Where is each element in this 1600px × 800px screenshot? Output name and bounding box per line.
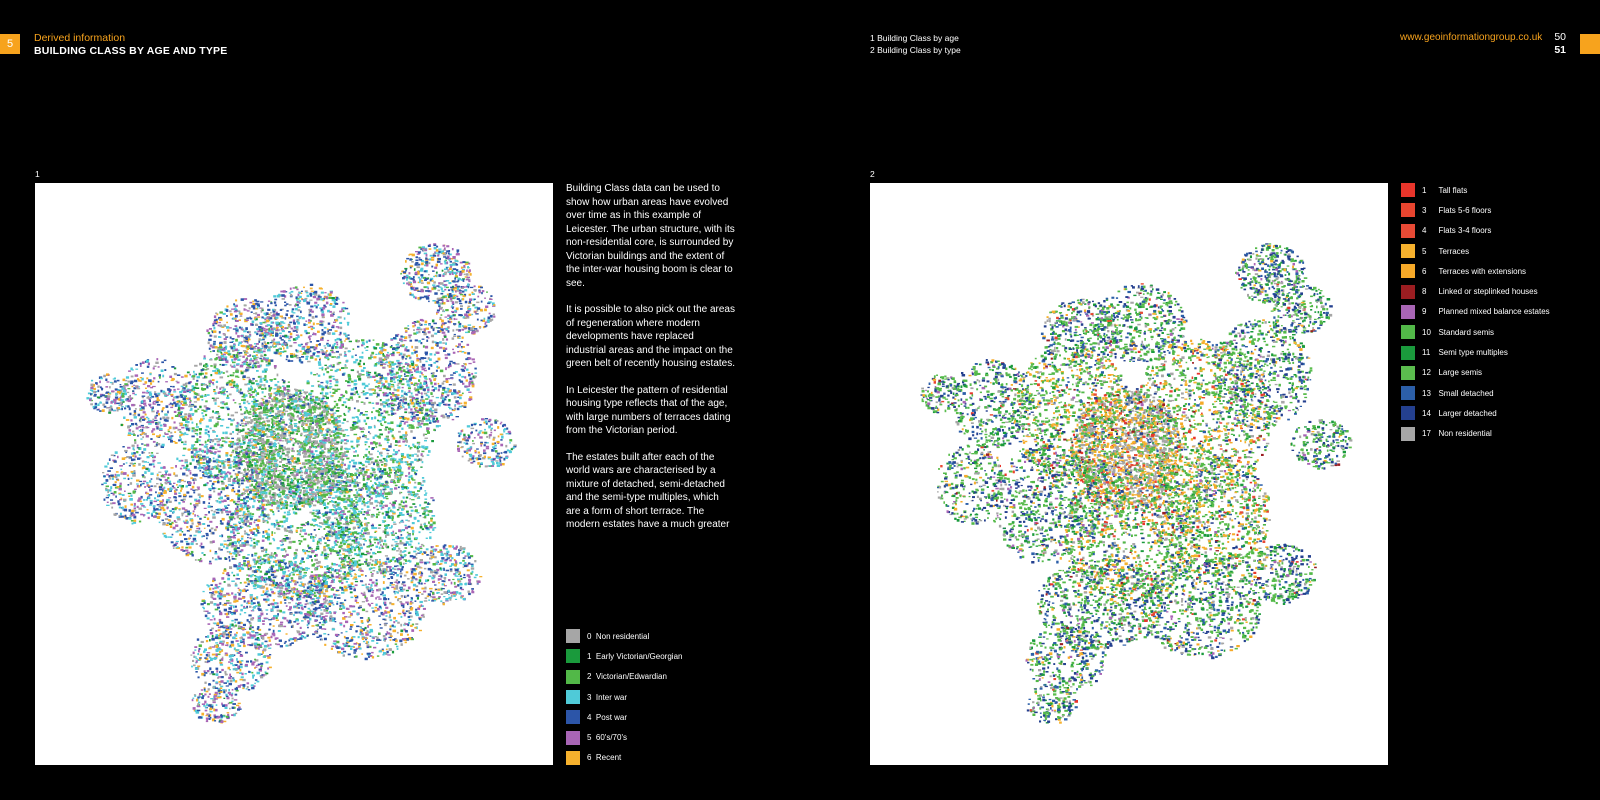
- legend-label: Non residential: [596, 632, 649, 641]
- map-cluster: [953, 359, 1032, 448]
- legend-item: [1401, 403, 1550, 423]
- page-number-left: 50: [1552, 31, 1566, 44]
- type-map-canvas: [870, 183, 1388, 765]
- body-paragraph: The estates built after each of the world wars are characterised by a mixture of detached, semi-detached and the semi-type multiples, which are a form of short terrace. The modern estates have a much greater: [566, 451, 736, 532]
- legend-item: [1401, 221, 1550, 241]
- page-number-right: 51: [1552, 44, 1566, 57]
- legend-swatch: [1401, 183, 1415, 197]
- caption-2: 2 Building Class by type: [870, 44, 961, 56]
- legend-code: 13: [1422, 389, 1434, 398]
- body-text: [566, 182, 736, 545]
- map-cluster: [1246, 544, 1317, 605]
- legend-code: 6: [587, 753, 591, 762]
- legend-swatch: [1401, 264, 1415, 278]
- legend-code: 3: [1422, 206, 1434, 215]
- legend-label: Larger detached: [1438, 409, 1496, 418]
- legend-item: [1401, 342, 1550, 362]
- legend-label: Flats 3-4 floors: [1438, 226, 1491, 235]
- legend-label: Small detached: [1438, 389, 1493, 398]
- legend-item: [566, 727, 682, 747]
- legend-label: Linked or steplinked houses: [1438, 287, 1537, 296]
- legend-swatch: [1401, 386, 1415, 400]
- type-map: [870, 183, 1388, 765]
- map-cluster: [457, 418, 517, 468]
- map-cluster: [192, 684, 242, 724]
- map-cluster: [1290, 419, 1352, 469]
- legend-swatch: [566, 629, 580, 643]
- legend-label: Victorian/Edwardian: [596, 672, 667, 681]
- map-cluster: [260, 284, 349, 364]
- legend-code: 5: [1422, 247, 1434, 256]
- legend-label: Standard semis: [1438, 328, 1494, 337]
- legend-swatch: [1401, 244, 1415, 258]
- body-paragraph: Building Class data can be used to show how urban areas have evolved over time as in this example of Leicester. The urban structure, with its non-residential core, is surrounded by Victorian buildings and the extent of the inter-war housing boom is clear to see.: [566, 182, 736, 290]
- legend-label: Recent: [596, 753, 621, 762]
- legend-item: [566, 687, 682, 707]
- legend-swatch: [1401, 203, 1415, 217]
- map-cluster: [1235, 243, 1307, 304]
- legend-swatch: [566, 670, 580, 684]
- legend-item: [1401, 261, 1550, 281]
- map-cluster: [411, 544, 483, 605]
- legend-label: Inter war: [596, 693, 627, 702]
- page-tab-right: [1580, 34, 1600, 54]
- legend-item: [1401, 241, 1550, 261]
- legend-label: 60's/70's: [596, 733, 627, 742]
- legend-item: [566, 707, 682, 727]
- figure-number-2: 2: [870, 168, 875, 180]
- legend-swatch: [1401, 346, 1415, 360]
- legend-label: Planned mixed balance estates: [1438, 307, 1549, 316]
- map-cluster: [1027, 684, 1078, 724]
- map-cluster: [1026, 623, 1107, 695]
- legend-code: 1: [587, 652, 591, 661]
- map-cluster: [400, 243, 471, 304]
- figure-number-1: 1: [35, 168, 40, 180]
- type-legend: [1401, 180, 1550, 444]
- legend-label: Terraces: [1438, 247, 1469, 256]
- page-tab-number: 5: [7, 38, 13, 50]
- map-cluster: [1141, 559, 1262, 660]
- legend-code: 4: [1422, 226, 1434, 235]
- legend-code: 10: [1422, 328, 1434, 337]
- legend-code: 5: [587, 733, 591, 742]
- legend-label: Early Victorian/Georgian: [596, 652, 683, 661]
- legend-swatch: [1401, 224, 1415, 238]
- body-paragraph: It is possible to also pick out the areas of regeneration where modern developments have replaced industrial areas and the impact on the green belt of recently housing estates.: [566, 303, 736, 371]
- legend-label: Semi type multiples: [1438, 348, 1507, 357]
- legend-code: 2: [587, 672, 591, 681]
- body-paragraph: In Leicester the pattern of residential housing type reflects that of the age, with large numbers of terraces dating from the Victorian period.: [566, 384, 736, 438]
- legend-swatch: [1401, 366, 1415, 380]
- legend-swatch: [1401, 305, 1415, 319]
- legend-item: [1401, 424, 1550, 444]
- legend-swatch: [566, 690, 580, 704]
- legend-item: [1401, 363, 1550, 383]
- legend-code: 0: [587, 632, 591, 641]
- legend-item: [1401, 383, 1550, 403]
- legend-swatch: [1401, 427, 1415, 441]
- legend-code: 17: [1422, 429, 1434, 438]
- legend-code: 14: [1422, 409, 1434, 418]
- legend-label: Tall flats: [1438, 186, 1467, 195]
- legend-item: [1401, 200, 1550, 220]
- legend-code: 6: [1422, 267, 1434, 276]
- figure-captions: [870, 32, 961, 56]
- map-cluster: [1041, 299, 1123, 369]
- legend-item: [566, 667, 682, 687]
- legend-item: [1401, 180, 1550, 200]
- legend-code: 11: [1422, 348, 1434, 357]
- legend-swatch: [566, 751, 580, 765]
- legend-label: Non residential: [1438, 429, 1491, 438]
- legend-item: [566, 626, 682, 646]
- legend-label: Post war: [596, 713, 627, 722]
- caption-1: 1 Building Class by age: [870, 32, 961, 44]
- legend-code: 3: [587, 693, 591, 702]
- legend-item: [1401, 302, 1550, 322]
- legend-label: Terraces with extensions: [1438, 267, 1526, 276]
- legend-swatch: [1401, 325, 1415, 339]
- page-title: BUILDING CLASS BY AGE AND TYPE: [34, 45, 227, 57]
- legend-swatch: [566, 731, 580, 745]
- legend-label: Large semis: [1438, 368, 1482, 377]
- page-tab: [0, 34, 20, 54]
- legend-item: [566, 646, 682, 666]
- legend-swatch: [566, 649, 580, 663]
- legend-code: 1: [1422, 186, 1434, 195]
- age-map-canvas: [35, 183, 553, 765]
- legend-code: 9: [1422, 307, 1434, 316]
- legend-item: [566, 748, 682, 768]
- map-cluster: [201, 559, 334, 650]
- age-legend: [566, 626, 682, 768]
- page-numbers: [1552, 31, 1566, 57]
- legend-label: Flats 5-6 floors: [1438, 206, 1491, 215]
- legend-swatch: [1401, 285, 1415, 299]
- age-map: [35, 183, 553, 765]
- legend-code: 4: [587, 713, 591, 722]
- legend-code: 12: [1422, 368, 1434, 377]
- legend-swatch: [1401, 406, 1415, 420]
- legend-item: [1401, 281, 1550, 301]
- map-cluster: [921, 375, 963, 414]
- section-label: Derived information: [34, 32, 125, 44]
- legend-item: [1401, 322, 1550, 342]
- legend-code: 8: [1422, 287, 1434, 296]
- website-link[interactable]: www.geoinformationgroup.co.uk: [1400, 32, 1542, 43]
- legend-swatch: [566, 710, 580, 724]
